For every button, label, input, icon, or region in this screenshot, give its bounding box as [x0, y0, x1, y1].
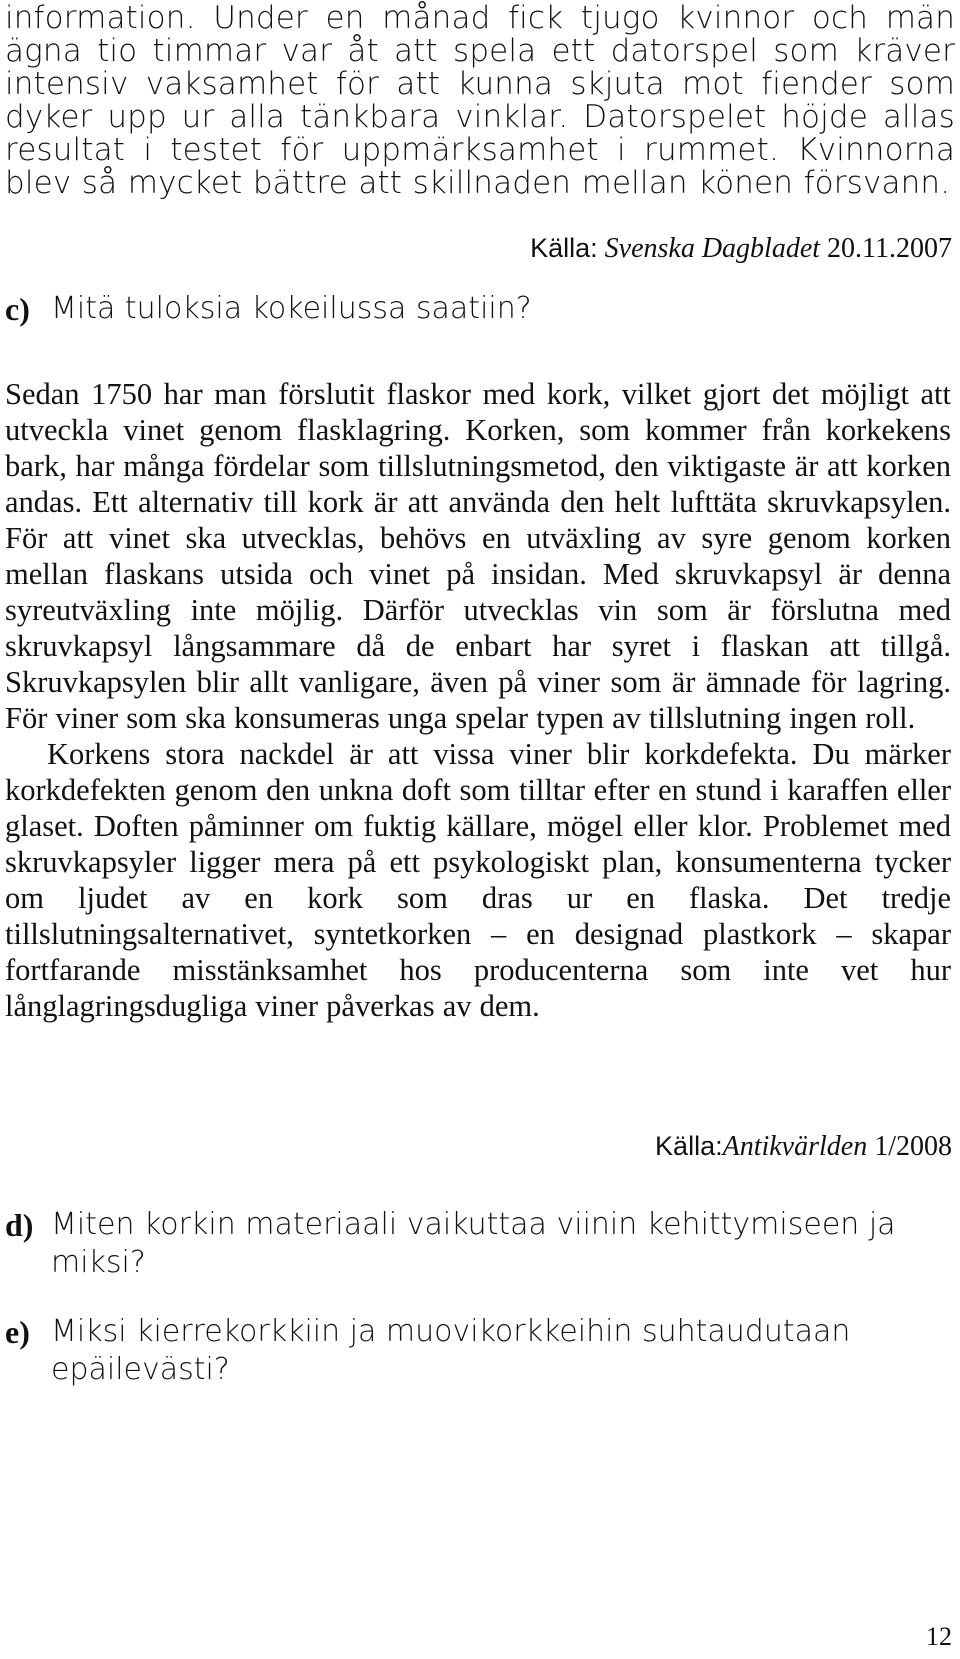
source-date: 20.11.2007: [827, 233, 952, 264]
source-date: 1/2008: [874, 1131, 952, 1162]
question-text: Mitä tuloksia kokeilussa saatiin?: [51, 291, 532, 326]
question-label: e): [5, 1314, 30, 1350]
source-title: Svenska Dagbladet: [604, 233, 821, 264]
source-label: Källa:: [530, 233, 598, 263]
intro-paragraph: information. Under en månad fick tjugo kvinnor och män ägna tio timmar var åt att spela ett datorspel som kräver intensiv vaksamhet för att kunna skjuta mot fiender som dyker upp ur alla tänkbara vinklar. Datorspelet höjde allas resultat i testet för uppmärksamhet i rummet. Kvinnorna blev så mycket bättre att skillnaden mellan könen försvann.: [5, 0, 955, 201]
source-label: Källa:: [655, 1131, 723, 1161]
source-title: Antikvärlden: [722, 1131, 868, 1162]
article-paragraph-2: Korkens stora nackdel är att vissa viner blir korkdefekta. Du märker korkdefekten genom den unkna doft som tilltar efter en stund i karaffen eller glaset. Doften påminner om fuktig källare, mögel eller klor. Problemet med skruvkapsyler ligger mera på ett psykologiskt plan, konsumenterna tycker om ljudet av en kork som dras ur en flaska. Det tredje tillslutningsalternativet, syntetkorken – en designad plastkork – skapar fortfarande misstänksamhet hos producenterna som inte vet hur långlagringsdugliga viner påverkas av dem.: [5, 737, 951, 1023]
source-citation-2: [655, 1130, 952, 1163]
article-text: [5, 376, 951, 1024]
question-e: [5, 1313, 935, 1389]
article-paragraph-1: Sedan 1750 har man förslutit flaskor med kork, vilket gjort det möjligt att utveckla vinet genom flasklagring. Korken, som kommer från korkekens bark, har många fördelar som tillslutningsmetod, den viktigaste är att korken andas. Ett alternativ till kork är att använda den helt lufttäta skruvkapsylen. För att vinet ska utvecklas, behövs en utväxling av syre genom korken mellan flaskans utsida och vinet på insidan. Med skruvkapsyl är denna syreutväxling inte möjlig. Därför utvecklas vin som är förslutna med skruvkapsyl långsammare då de enbart har syret i flaskan att tillgå. Skruvkapsylen blir allt vanligare, även på viner som är ämnade för lagring. För viner som ska konsumeras unga spelar typen av tillslutning ingen roll.: [5, 377, 951, 735]
question-label: d): [5, 1207, 34, 1243]
question-c: [5, 290, 935, 328]
question-label: c): [5, 291, 30, 327]
question-text: Miksi kierrekorkkiin ja muovikorkkeihin suhtaudutaan epäilevästi?: [51, 1314, 851, 1387]
page-number: 12: [926, 1622, 952, 1651]
source-citation-1: [530, 232, 952, 265]
question-text: Miten korkin materiaali vaikuttaa viinin kehittymiseen ja miksi?: [51, 1207, 896, 1280]
question-d: [5, 1206, 935, 1282]
